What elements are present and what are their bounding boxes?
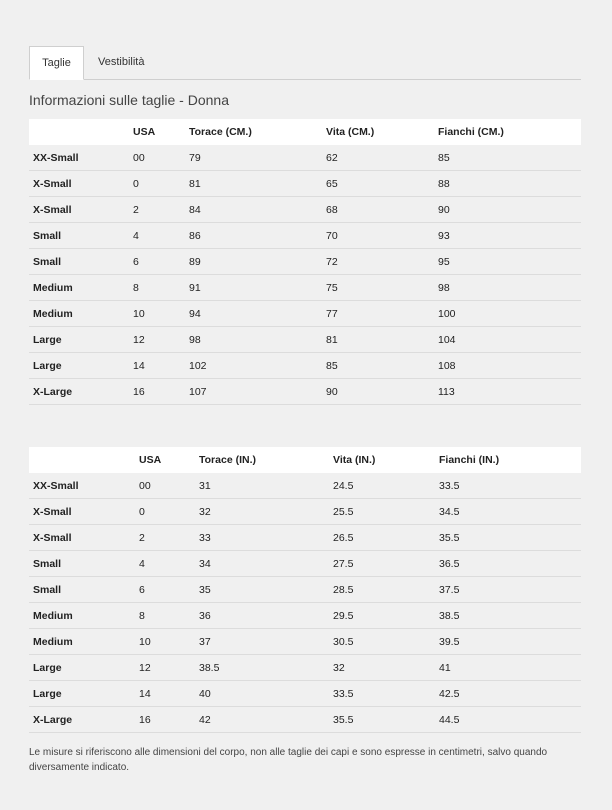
cell-usa: 16 — [133, 379, 189, 405]
cell-usa: 2 — [139, 525, 199, 551]
cell-hips: 113 — [438, 379, 581, 405]
column-header-hips: Fianchi (CM.) — [438, 126, 504, 138]
table-row — [29, 353, 581, 379]
cell-chest: 34 — [199, 551, 333, 577]
cell-size: Large — [29, 327, 133, 353]
cell-hips: 93 — [438, 223, 581, 249]
cell-chest: 36 — [199, 603, 333, 629]
cell-hips: 35.5 — [439, 525, 581, 551]
table-row — [29, 327, 581, 353]
cell-waist: 24.5 — [333, 473, 439, 499]
cell-hips: 88 — [438, 171, 581, 197]
cell-waist: 25.5 — [333, 499, 439, 525]
cell-size: Large — [29, 655, 139, 681]
cell-waist: 72 — [326, 249, 438, 275]
table-header-row — [29, 119, 581, 145]
cell-size: X-Large — [29, 707, 139, 733]
cell-size: Medium — [29, 629, 139, 655]
cell-hips: 95 — [438, 249, 581, 275]
cell-waist: 70 — [326, 223, 438, 249]
table-row — [29, 223, 581, 249]
cell-size: Medium — [29, 603, 139, 629]
size-table-cm — [29, 119, 581, 405]
cell-size: Small — [29, 551, 139, 577]
cell-size: Large — [29, 353, 133, 379]
cell-usa: 00 — [139, 473, 199, 499]
cell-usa: 0 — [133, 171, 189, 197]
cell-size: Medium — [29, 275, 133, 301]
cell-chest: 79 — [189, 145, 326, 171]
cell-hips: 108 — [438, 353, 581, 379]
table-row — [29, 301, 581, 327]
cell-size: Small — [29, 223, 133, 249]
cell-hips: 42.5 — [439, 681, 581, 707]
cell-hips: 41 — [439, 655, 581, 681]
column-header-waist: Vita (CM.) — [326, 126, 375, 138]
table-row — [29, 707, 581, 733]
cell-chest: 107 — [189, 379, 326, 405]
cell-hips: 104 — [438, 327, 581, 353]
column-header-usa: USA — [139, 454, 162, 466]
cell-hips: 98 — [438, 275, 581, 301]
table-header-row — [29, 447, 581, 473]
cell-size: X-Large — [29, 379, 133, 405]
cell-chest: 81 — [189, 171, 326, 197]
cell-chest: 91 — [189, 275, 326, 301]
cell-waist: 68 — [326, 197, 438, 223]
cell-waist: 81 — [326, 327, 438, 353]
tab-taglie[interactable]: Taglie — [29, 46, 84, 80]
cell-usa: 6 — [133, 249, 189, 275]
cell-size: Medium — [29, 301, 133, 327]
cell-size: Large — [29, 681, 139, 707]
cell-usa: 00 — [133, 145, 189, 171]
cell-chest: 38.5 — [199, 655, 333, 681]
cell-chest: 98 — [189, 327, 326, 353]
cell-hips: 85 — [438, 145, 581, 171]
cell-waist: 33.5 — [333, 681, 439, 707]
cell-waist: 32 — [333, 655, 439, 681]
cell-usa: 14 — [133, 353, 189, 379]
table-row — [29, 379, 581, 405]
cell-hips: 44.5 — [439, 707, 581, 733]
table-row — [29, 171, 581, 197]
cell-size: X-Small — [29, 197, 133, 223]
cell-chest: 42 — [199, 707, 333, 733]
cell-chest: 32 — [199, 499, 333, 525]
cell-hips: 33.5 — [439, 473, 581, 499]
table-row — [29, 499, 581, 525]
cell-usa: 16 — [139, 707, 199, 733]
cell-hips: 38.5 — [439, 603, 581, 629]
cell-hips: 36.5 — [439, 551, 581, 577]
cell-chest: 102 — [189, 353, 326, 379]
table-row — [29, 629, 581, 655]
cell-size: XX-Small — [29, 145, 133, 171]
cell-waist: 90 — [326, 379, 438, 405]
cell-waist: 75 — [326, 275, 438, 301]
cell-chest: 37 — [199, 629, 333, 655]
cell-usa: 8 — [133, 275, 189, 301]
cell-waist: 77 — [326, 301, 438, 327]
cell-waist: 62 — [326, 145, 438, 171]
column-header-size — [29, 119, 133, 145]
cell-hips: 100 — [438, 301, 581, 327]
cell-usa: 4 — [139, 551, 199, 577]
column-header-chest: Torace (IN.) — [199, 454, 256, 466]
cell-chest: 40 — [199, 681, 333, 707]
cell-usa: 2 — [133, 197, 189, 223]
tab-vestibilita[interactable]: Vestibilità — [98, 56, 145, 68]
table-row — [29, 603, 581, 629]
cell-size: XX-Small — [29, 473, 139, 499]
cell-waist: 30.5 — [333, 629, 439, 655]
column-header-waist: Vita (IN.) — [333, 454, 376, 466]
cell-usa: 8 — [139, 603, 199, 629]
cell-size: X-Small — [29, 171, 133, 197]
cell-hips: 34.5 — [439, 499, 581, 525]
cell-size: Small — [29, 577, 139, 603]
table-row — [29, 577, 581, 603]
cell-usa: 14 — [139, 681, 199, 707]
cell-size: X-Small — [29, 525, 139, 551]
cell-size: X-Small — [29, 499, 139, 525]
table-row — [29, 525, 581, 551]
cell-chest: 89 — [189, 249, 326, 275]
table-row — [29, 655, 581, 681]
cell-usa: 12 — [133, 327, 189, 353]
cell-usa: 10 — [139, 629, 199, 655]
cell-waist: 28.5 — [333, 577, 439, 603]
cell-usa: 6 — [139, 577, 199, 603]
table-row — [29, 249, 581, 275]
cell-hips: 90 — [438, 197, 581, 223]
cell-waist: 26.5 — [333, 525, 439, 551]
size-table-in — [29, 447, 581, 733]
cell-waist: 29.5 — [333, 603, 439, 629]
column-header-chest: Torace (CM.) — [189, 126, 252, 138]
cell-chest: 35 — [199, 577, 333, 603]
section-title: Informazioni sulle taglie - Donna — [29, 92, 229, 108]
cell-waist: 85 — [326, 353, 438, 379]
cell-chest: 94 — [189, 301, 326, 327]
cell-chest: 33 — [199, 525, 333, 551]
cell-waist: 65 — [326, 171, 438, 197]
cell-chest: 86 — [189, 223, 326, 249]
cell-usa: 12 — [139, 655, 199, 681]
cell-chest: 31 — [199, 473, 333, 499]
cell-hips: 37.5 — [439, 577, 581, 603]
table-row — [29, 551, 581, 577]
column-header-size — [29, 447, 139, 473]
cell-usa: 0 — [139, 499, 199, 525]
tab-bar — [29, 46, 581, 80]
cell-waist: 27.5 — [333, 551, 439, 577]
cell-waist: 35.5 — [333, 707, 439, 733]
column-header-usa: USA — [133, 126, 156, 138]
cell-usa: 4 — [133, 223, 189, 249]
cell-size: Small — [29, 249, 133, 275]
table-row — [29, 473, 581, 499]
cell-chest: 84 — [189, 197, 326, 223]
cell-usa: 10 — [133, 301, 189, 327]
footnote: Le misure si riferiscono alle dimensioni del corpo, non alle taglie dei capi e sono espresse in centimetri, salvo quando diversamente indicato. — [29, 747, 548, 773]
table-row — [29, 275, 581, 301]
table-row — [29, 681, 581, 707]
table-row — [29, 145, 581, 171]
column-header-hips: Fianchi (IN.) — [439, 454, 500, 466]
table-row — [29, 197, 581, 223]
cell-hips: 39.5 — [439, 629, 581, 655]
